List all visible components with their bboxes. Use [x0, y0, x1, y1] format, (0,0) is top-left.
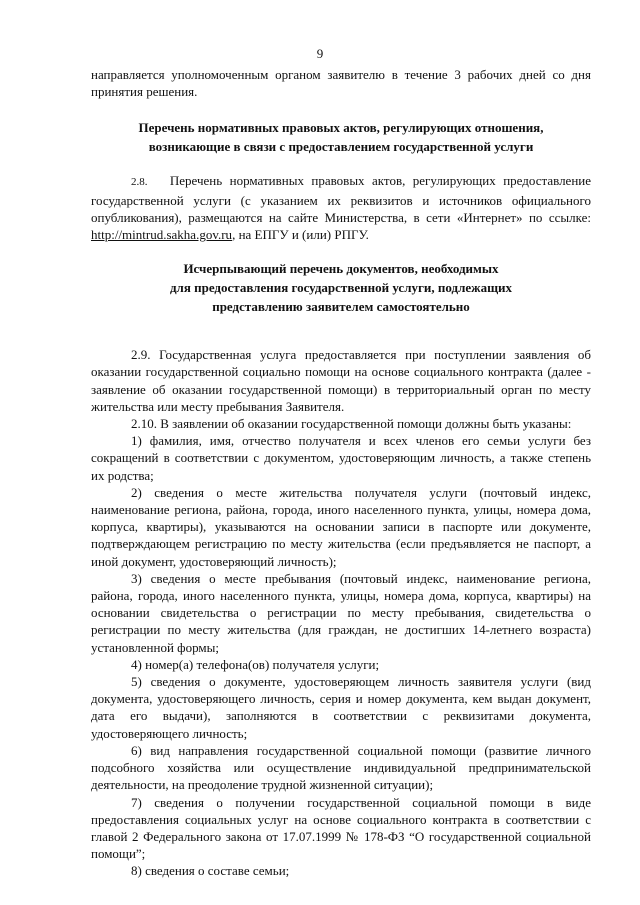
list-item-1: 1) фамилия, имя, отчество получателя и всех членов его семьи услуги без сокращений в соответствии с документом, удостоверяющим личность, а также степень их родства;	[91, 433, 591, 483]
section-text: Перечень нормативных правовых актов, регулирующих предоставление государственной услуги (с указанием их реквизитов и источников официального опубликования), размещаются на сайте Министерства, в сети «Интернет» по ссылке:	[91, 173, 592, 225]
section-text-end: , на ЕПГУ и (или) РПГУ.	[232, 227, 369, 243]
heading-line: представлению заявителем самостоятельно	[212, 299, 470, 315]
list-item-6: 6) вид направления государственной социальной помощи (развитие личного подсобного хозяйства или осуществление индивидуальной предпринимательской деятельности, на преодоление трудной жизненной ситуации);	[91, 742, 591, 793]
section-number: 2.8.	[131, 176, 148, 189]
intro-continuation: направляется уполномоченным органом заявителю в течение 3 рабочих дней со дня принятия решения.	[91, 67, 591, 100]
list-item-7: 7) сведения о получении государственной социальной помощи в виде предоставления социальных услуг на основе социального контракта в соответствии с главой 2 Федерального закона от 17.07.1999 № 178-ФЗ “О государственной социальной помощи”;	[91, 794, 591, 862]
page-number: 9	[316, 46, 324, 61]
list-item-4: 4) номер(а) телефона(ов) получателя услуги;	[131, 656, 380, 672]
list-item-3: 3) сведения о месте пребывания (почтовый индекс, наименование региона, района, города, иного населенного пункта, улицы, номера дома, корпуса, квартиры) на основании свидетельства о регистрации по месту пребывания, свидетельства о регистрации по месту жительства (для граждан, не достигших 14-летнего возраста) установленной формы;	[91, 570, 591, 655]
heading-line: для предоставления государственной услуги, подлежащих	[169, 280, 513, 296]
heading-line: Перечень нормативных правовых актов, регулирующих отношения,	[138, 120, 544, 136]
list-item-2: 2) сведения о месте жительства получателя услуги (почтовый индекс, наименование региона, района, города, иного населенного пункта, улицы, номера дома, корпуса, квартиры), указываются на основании записи в паспорте или документе, подтверждающем регистрацию по месту жительства (если предъявляется не паспорт, а иной документ, удостоверяющий личность);	[91, 484, 591, 569]
list-item-5: 5) сведения о документе, удостоверяющем личность заявителя услуги (вид документа, удостоверяющего личность, серия и номер документа, кем выдан документ, дата его выдачи), заполняются в соответствии с реквизитами документа, удостоверяющего личность;	[91, 674, 591, 741]
paragraph-list	[91, 346, 591, 879]
list-item-8: 8) сведения о составе семьи;	[131, 863, 290, 879]
paragraph-2-10: 2.10. В заявлении об оказании государственной помощи должны быть указаны:	[131, 416, 572, 432]
heading-documents	[91, 259, 591, 316]
ministry-link[interactable]: http://mintrud.sakha.gov.ru	[91, 227, 233, 243]
paragraph-2-9: 2.9. Государственная услуга предоставляется при поступлении заявления об оказании государственной социально помощи на основе социального контракта (далее - заявление об оказании государственной помощи) в территориальный орган по месту жительства или месту пребывания Заявителя.	[91, 347, 591, 414]
heading-legal-acts	[91, 118, 591, 156]
document-body	[91, 66, 591, 880]
heading-line: возникающие в связи с предоставлением государственной услуги	[148, 139, 534, 155]
heading-line: Исчерпывающий перечень документов, необходимых	[183, 261, 499, 277]
section-2-8	[91, 172, 591, 243]
